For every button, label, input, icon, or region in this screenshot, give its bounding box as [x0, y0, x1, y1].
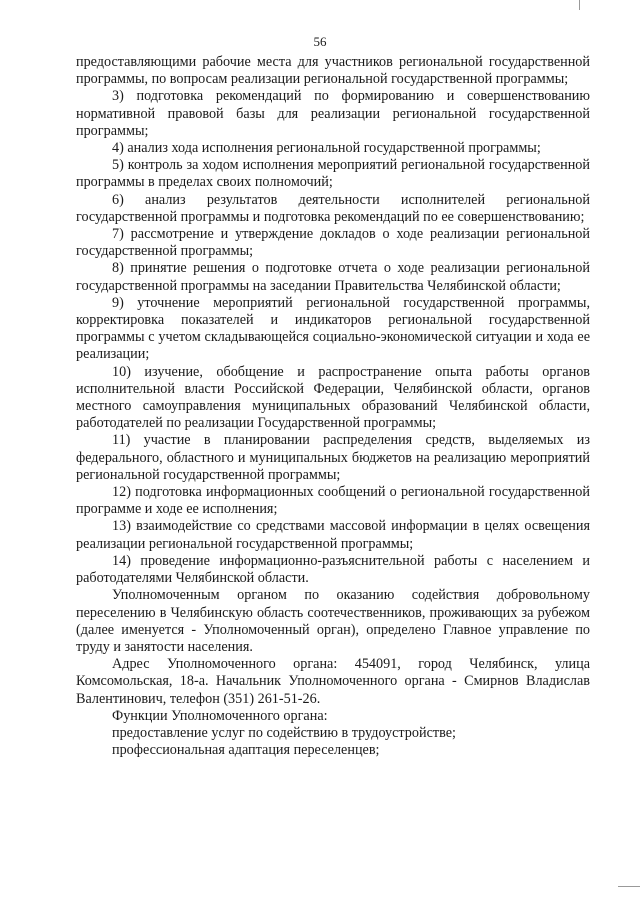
paragraph: 4) анализ хода исполнения региональной государственной программы; — [112, 140, 541, 157]
paragraph: 8) принятие решения о подготовке отчета о ходе реализации региональной государственной программы на заседании Правительства Челябинской области; — [76, 260, 590, 294]
paragraph: 9) уточнение мероприятий региональной государственной программы, корректировка показателей и индикаторов региональной государственной программы с учетом складывающейся социально-экономической ситуации и хода ее реализации; — [76, 294, 590, 363]
paragraph: предоставление услуг по содействию в трудоустройстве; — [112, 724, 456, 741]
paragraph: 11) участие в планировании распределения средств, выделяемых из федерального, областного и муниципальных бюджетов на реализацию мероприятий региональной государственной программы; — [76, 432, 590, 483]
document-body — [76, 54, 590, 759]
scan-mark-top-right — [579, 0, 580, 10]
paragraph: 13) взаимодействие со средствами массовой информации в целях освещения реализации региональной государственной программы; — [76, 518, 590, 552]
paragraph: предоставляющими рабочие места для участников региональной государственной программы, по вопросам реализации региональной государственной программы; — [76, 54, 590, 88]
paragraph: Адрес Уполномоченного органа: 454091, город Челябинск, улица Комсомольская, 18-а. Начальник Уполномоченного органа - Смирнов Владислав Валентинович, телефон (351) 261-51-26. — [76, 656, 590, 707]
paragraph: 14) проведение информационно-разъяснительной работы с населением и работодателями Челябинской области. — [76, 552, 590, 587]
paragraph: 3) подготовка рекомендаций по формированию и совершенствованию нормативной правовой базы для реализации региональной государственной программы; — [76, 88, 590, 139]
paragraph: 12) подготовка информационных сообщений о региональной государственной программе и ходе ее исполнения; — [76, 484, 590, 518]
paragraph: 5) контроль за ходом исполнения мероприятий региональной государственной программы в пределах своих полномочий; — [76, 157, 590, 191]
paragraph: 6) анализ результатов деятельности исполнителей региональной государственной программы и подготовка рекомендаций по ее совершенствованию; — [76, 191, 590, 225]
scan-mark-bottom-right — [618, 886, 640, 887]
paragraph: профессиональная адаптация переселенцев; — [112, 742, 380, 759]
paragraph: 7) рассмотрение и утверждение докладов о ходе реализации региональной государственной программы; — [76, 226, 590, 260]
paragraph: 10) изучение, обобщение и распространение опыта работы органов исполнительной власти Российской Федерации, Челябинской области, органов местного самоуправления муниципальных образований Челябинской области, работодателей по реализации Государственной программы; — [76, 363, 590, 432]
paragraph: Уполномоченным органом по оказанию содействия добровольному переселению в Челябинскую область соотечественников, проживающих за рубежом (далее именуется - Уполномоченный орган), определено Главное управление по труду и занятости населения. — [76, 587, 590, 655]
page-number: 56 — [313, 34, 327, 49]
paragraph: Функции Уполномоченного органа: — [112, 707, 328, 724]
